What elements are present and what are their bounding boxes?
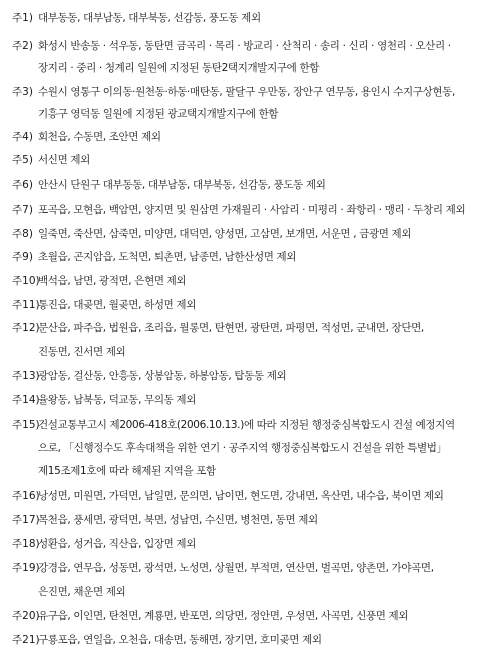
footnote-label: 주19) (12, 562, 40, 574)
footnote-text: 건설교통부고시 제2006-418호(2006.10.13.)에 따라 지정된 행정중심복합도시 건설 예정지역 (38, 419, 455, 431)
footnote-label: 주21) (12, 634, 40, 646)
footnote-label: 주9) (12, 251, 33, 263)
footnote-text: 율왕동, 남북동, 덕교동, 무의동 제외 (38, 394, 197, 406)
footnote-label: 주3) (12, 86, 33, 98)
footnote-label: 주16) (12, 490, 40, 502)
footnote-label: 주12) (12, 322, 40, 334)
footnote-label: 주10) (12, 275, 40, 287)
footnote-text: 은진면, 채운면 제외 (38, 586, 126, 598)
footnote-text: 백석읍, 남면, 광적면, 은현면 제외 (38, 275, 187, 287)
footnote-text: 수원시 영통구 이의동·원천동·하동·매탄동, 팔달구 우만동, 장안구 연무동, 용인시 수지구상현동, (38, 86, 455, 98)
footnote-label: 주4) (12, 131, 33, 143)
footnote-text: 성환읍, 성거읍, 직산읍, 입장면 제외 (38, 538, 197, 550)
footnote-text: 초월읍, 곤지암읍, 도척면, 퇴촌면, 남종면, 남한산성면 제외 (38, 251, 297, 263)
footnote-text: 광암동, 걸산동, 안흥동, 상봉암동, 하봉암동, 탑동동 제외 (38, 370, 287, 382)
footnote-label: 주18) (12, 538, 40, 550)
footnote-label: 주1) (12, 12, 33, 24)
footnote-text: 강경읍, 연무읍, 성동면, 광석면, 노성면, 상월면, 부적면, 연산면, 벌곡면, 양촌면, 가야곡면, (38, 562, 434, 574)
footnote-text: 안산시 단원구 대부동동, 대부남동, 대부북동, 선감동, 풍도동 제외 (38, 179, 326, 191)
footnote-label: 주5) (12, 154, 33, 166)
footnote-text: 유구읍, 이인면, 탄천면, 계룡면, 반포면, 의당면, 정안면, 우성면, 사곡면, 신풍면 제외 (38, 610, 409, 622)
footnote-label: 주11) (12, 299, 40, 311)
footnote-label: 주13) (12, 370, 40, 382)
footnote-label: 주2) (12, 40, 33, 52)
footnote-text: 으로, 「신행정수도 후속대책을 위한 연기 · 공주지역 행정중심복합도시 건설을 위한 특별법」 (38, 442, 447, 454)
footnote-label: 주7) (12, 204, 33, 216)
footnote-text: 구룡포읍, 연일읍, 오천읍, 대송면, 동해면, 장기면, 호미곶면 제외 (38, 634, 322, 646)
footnote-text: 기흥구 영덕동 일원에 지정된 광교택지개발지구에 한함 (38, 108, 279, 120)
footnote-text: 통진읍, 대곶면, 월곶면, 하성면 제외 (38, 299, 197, 311)
footnote-text: 대부동동, 대부남동, 대부북동, 선감동, 풍도동 제외 (38, 12, 261, 24)
footnote-label: 주14) (12, 394, 40, 406)
footnote-label: 주17) (12, 514, 40, 526)
footnote-text: 서신면 제외 (38, 154, 90, 166)
footnote-label: 주6) (12, 179, 33, 191)
footnote-text: 회천읍, 수동면, 조안면 제외 (38, 131, 161, 143)
footnote-text: 목천읍, 풍세면, 광덕면, 북면, 성남면, 수신면, 병천면, 동면 제외 (38, 514, 318, 526)
footnote-text: 진동면, 진서면 제외 (38, 346, 126, 358)
footnote-label: 주15) (12, 419, 40, 431)
footnote-text: 화성시 반송동 · 석우동, 동탄면 금곡리 · 목리 · 방교리 · 산척리 · 송리 · 신리 · 영천리 · 오산리 · (38, 40, 451, 52)
footnote-text: 포곡읍, 모현읍, 백암면, 양지면 및 원삼면 가재월리 · 사암리 · 미평리 · 좌항리 · 맹리 · 두창리 제외 (38, 204, 466, 216)
footnote-text: 문산읍, 파주읍, 법원읍, 조리읍, 월롱면, 탄현면, 광탄면, 파평면, 적성면, 군내면, 장단면, (38, 322, 424, 334)
footnote-text: 장지리 · 중리 · 청계리 일원에 지정된 동탄2택지개발지구에 한함 (38, 62, 320, 74)
footnote-text: 낭성면, 미원면, 가덕면, 남일면, 문의면, 남이면, 현도면, 강내면, 옥산면, 내수읍, 북이면 제외 (38, 490, 444, 502)
footnote-label: 주8) (12, 228, 33, 240)
footnote-label: 주20) (12, 610, 40, 622)
footnote-text: 제15조제1호에 따라 해제된 지역을 포함 (38, 465, 216, 477)
footnote-text: 일죽면, 죽산면, 삼죽면, 미양면, 대덕면, 양성면, 고삼면, 보개면, 서운면 , 금광면 제외 (38, 228, 412, 240)
